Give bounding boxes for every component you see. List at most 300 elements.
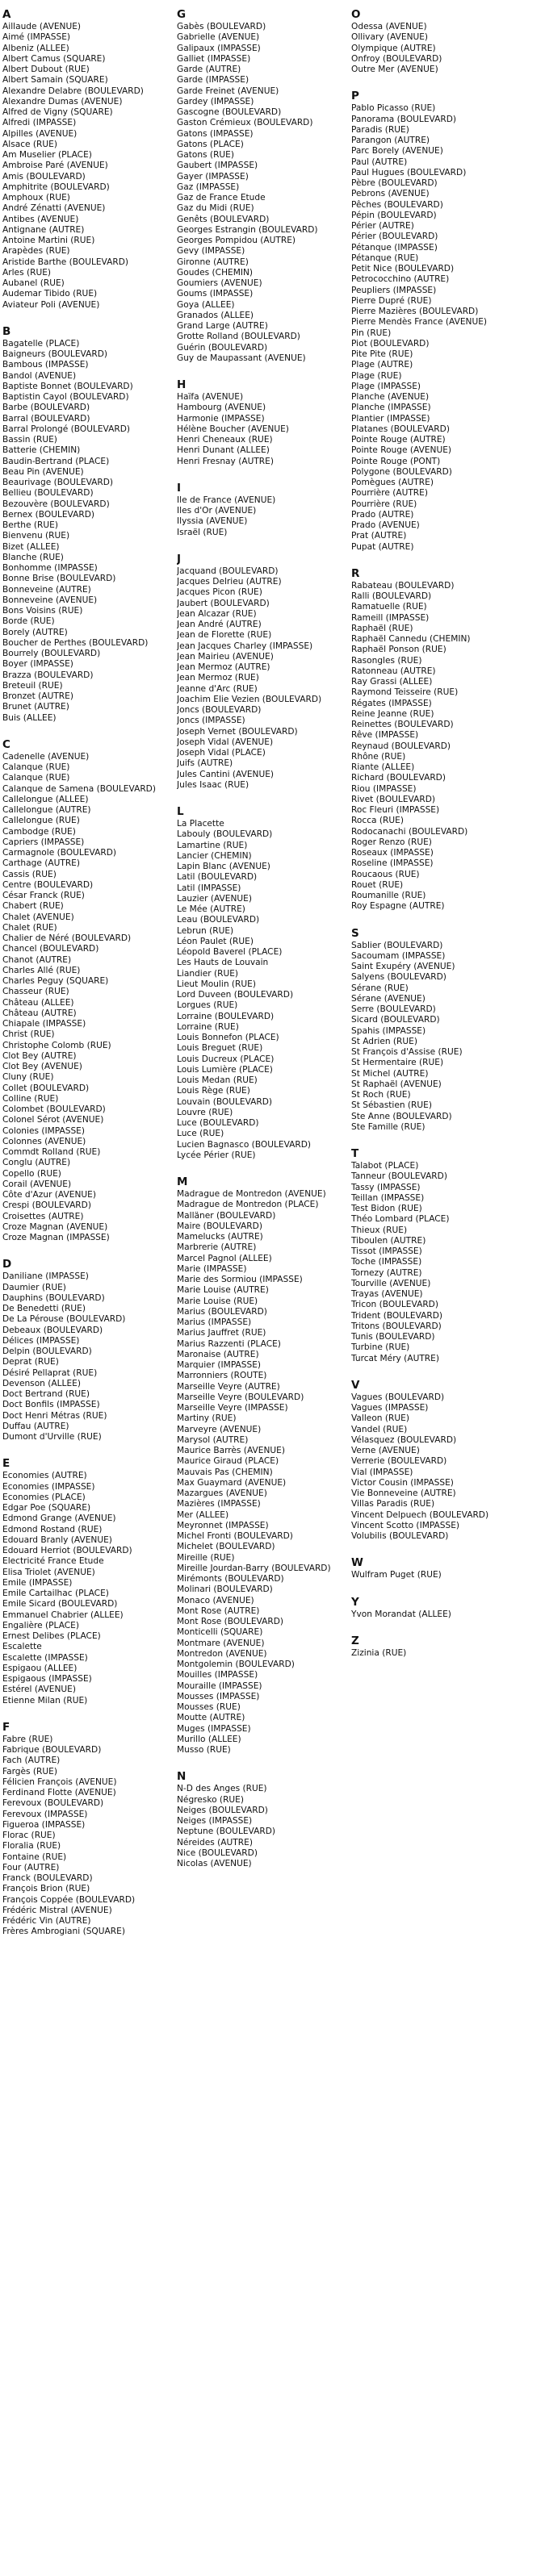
street-name: Muges (IMPASSE) [177, 1723, 251, 1734]
street-list-y [351, 1609, 545, 1620]
street-name: Teillan (IMPASSE) [351, 1192, 425, 1203]
street-name: Guérin (BOULEVARD) [177, 342, 268, 353]
street-name: Estérel (AVENUE) [2, 1685, 76, 1695]
street-name: Léon Paulet (RUE) [177, 936, 254, 946]
street-name: Beaurivage (BOULEVARD) [2, 478, 114, 487]
street-name: Test Bidon (RUE) [351, 1204, 422, 1213]
street-name: Odessa (AVENUE) [351, 22, 427, 31]
street-name: Jean Mairieu (AVENUE) [177, 651, 274, 662]
street-name: Genêts (BOULEVARD) [177, 214, 270, 224]
street-name: Vandel (RUE) [351, 1424, 408, 1434]
street-name: Engalière (PLACE) [2, 1620, 79, 1630]
street-name: Mer (ALLEE) [177, 1509, 229, 1520]
street-name: Gironne (AUTRE) [177, 257, 249, 267]
street-name: Jules Cantini (AVENUE) [177, 769, 275, 779]
street-name: Edgar Poe (SQUARE) [2, 1503, 91, 1513]
street-name: Breteuil (RUE) [2, 680, 63, 691]
street-name: Copello (RUE) [2, 1168, 61, 1179]
street-name: Aubanel (RUE) [2, 278, 65, 288]
street-name: Mont Rose (BOULEVARD) [177, 1617, 283, 1626]
street-name: Baudin-Bertrand (PLACE) [2, 456, 110, 466]
street-name: Marie Louise (AUTRE) [177, 1285, 269, 1296]
street-name: Albert Dubout (RUE) [2, 65, 90, 74]
street-name: Lorraine (RUE) [177, 1021, 239, 1032]
street-name: Edmond Rostand (RUE) [2, 1524, 103, 1534]
street-name: Cluny (RUE) [2, 1072, 54, 1083]
street-name: Pourrière (AUTRE) [351, 488, 428, 499]
street-name: Chancel (BOULEVARD) [2, 944, 99, 954]
street-name: Colline (RUE) [2, 1093, 59, 1104]
street-name: Spahis (IMPASSE) [351, 1025, 426, 1036]
street-name: Deprat (RUE) [2, 1357, 59, 1367]
street-name: Calanque (RUE) [2, 762, 70, 772]
street-name: Maire (BOULEVARD) [177, 1221, 262, 1231]
index-column-3 [351, 8, 545, 2574]
street-name: Chasseur (RUE) [2, 987, 69, 997]
letter-heading-c: C [2, 737, 10, 751]
letter-heading-v: V [351, 1378, 360, 1392]
street-name: Devenson (ALLEE) [2, 1378, 81, 1388]
street-name: Pourrière (RUE) [351, 499, 417, 509]
street-name: Gaz (IMPASSE) [177, 182, 240, 192]
letter-heading-s: S [351, 926, 359, 940]
street-name: Vélasquez (BOULEVARD) [351, 1434, 457, 1445]
street-name: Lamartine (RUE) [177, 840, 248, 850]
street-name: Montgolemin (BOULEVARD) [177, 1660, 295, 1669]
street-name: Economies (PLACE) [2, 1492, 86, 1502]
street-name: Buis (ALLEE) [2, 712, 57, 723]
street-name: Colonies (IMPASSE) [2, 1125, 85, 1136]
street-name: Joachim Elie Vezien (BOULEVARD) [177, 694, 322, 704]
street-name: Garde Freinet (AVENUE) [177, 86, 279, 96]
index-column-2 [177, 8, 351, 2574]
street-name: Christ (RUE) [2, 1029, 55, 1040]
street-name: Juifs (AUTRE) [177, 758, 233, 769]
street-name: Edouard Branly (AVENUE) [2, 1534, 112, 1545]
street-name: Pebrons (AVENUE) [351, 189, 430, 199]
letter-heading-r: R [351, 566, 360, 580]
street-name: Chalet (RUE) [2, 922, 57, 933]
street-name: Gatons (IMPASSE) [177, 128, 254, 139]
street-name: Barbe (BOULEVARD) [2, 403, 90, 413]
street-name: Croze Magnan (AVENUE) [2, 1221, 108, 1232]
street-name: Amis (BOULEVARD) [2, 171, 86, 182]
street-name: Rasongles (RUE) [351, 655, 422, 666]
street-name: Bourrely (BOULEVARD) [2, 649, 101, 658]
street-name: Haïfa (AVENUE) [177, 392, 244, 402]
street-name: Joseph Vidal (PLACE) [177, 748, 266, 758]
street-list-h [177, 392, 351, 467]
street-name: Charles Allé (RUE) [2, 965, 81, 975]
street-name: Gabrielle (AVENUE) [177, 32, 260, 43]
street-name: Louis Bonnefon (PLACE) [177, 1033, 279, 1042]
street-name: Mont Rose (AUTRE) [177, 1605, 260, 1616]
street-name: François Coppée (BOULEVARD) [2, 1894, 136, 1905]
street-name: Neiges (BOULEVARD) [177, 1805, 268, 1815]
street-name: Pupat (AUTRE) [351, 541, 414, 552]
street-name: Délices (IMPASSE) [2, 1335, 80, 1346]
street-name: Aviateur Poli (AVENUE) [2, 299, 100, 310]
street-name: Goumiers (AVENUE) [177, 278, 262, 288]
street-name: Olympique (AUTRE) [351, 43, 436, 53]
street-name: Economies (IMPASSE) [2, 1481, 95, 1492]
street-list-t [351, 1161, 545, 1364]
street-name: St Raphaël (AVENUE) [351, 1079, 442, 1089]
street-name: Onfroy (BOULEVARD) [351, 53, 442, 64]
street-name: Volubilis (BOULEVARD) [351, 1531, 449, 1541]
street-name: Bizet (ALLEE) [2, 541, 60, 552]
street-name: Luce (BOULEVARD) [177, 1118, 259, 1128]
street-name: Callelongue (RUE) [2, 816, 80, 826]
street-name: Trayas (AVENUE) [351, 1289, 423, 1299]
street-name: Goya (ALLEE) [177, 299, 235, 310]
street-name: Luce (RUE) [177, 1129, 224, 1139]
street-name: Sicard (BOULEVARD) [351, 1015, 440, 1025]
street-name: Bambous (IMPASSE) [2, 360, 89, 370]
street-name: Outre Mer (AVENUE) [351, 65, 438, 74]
street-name: Raphaël Ponson (RUE) [351, 645, 446, 655]
street-name: Tritons (BOULEVARD) [351, 1321, 442, 1331]
street-name: St François d'Assise (RUE) [351, 1047, 463, 1057]
street-name: Talabot (PLACE) [351, 1161, 419, 1171]
street-name: Parangon (AUTRE) [351, 136, 430, 145]
street-name: Chalet (AVENUE) [2, 912, 74, 922]
street-name: Doct Henri Métras (RUE) [2, 1410, 107, 1421]
street-name: Ste Anne (BOULEVARD) [351, 1111, 452, 1121]
street-name: Emmanuel Chabrier (ALLEE) [2, 1609, 124, 1620]
street-name: Peupliers (IMPASSE) [351, 285, 437, 295]
street-name: Etienne Milan (RUE) [2, 1695, 88, 1706]
street-name: Clot Bey (AVENUE) [2, 1062, 82, 1071]
street-name: Vial (IMPASSE) [351, 1467, 413, 1477]
street-name: Lycée Périer (RUE) [177, 1150, 256, 1160]
street-name: Hambourg (AVENUE) [177, 403, 266, 413]
street-name: Yvon Morandat (ALLEE) [351, 1609, 451, 1619]
street-list-p [351, 103, 545, 553]
street-name: Liandier (RUE) [177, 968, 239, 979]
street-name: Paul (AUTRE) [351, 157, 408, 167]
street-name: Marquier (IMPASSE) [177, 1360, 262, 1370]
street-name: Albert Samain (SQUARE) [2, 75, 108, 86]
street-list-w [351, 1570, 545, 1580]
street-name: Vincent Delpuech (BOULEVARD) [351, 1509, 489, 1520]
street-name: Economies (AUTRE) [2, 1471, 87, 1481]
street-name: Alexandre Dumas (AVENUE) [2, 96, 123, 106]
street-name: Lorraine (BOULEVARD) [177, 1011, 275, 1021]
street-name: Lord Duveen (BOULEVARD) [177, 990, 294, 1000]
street-name: Henri Cheneaux (RUE) [177, 435, 273, 445]
street-name: Piot (BOULEVARD) [351, 338, 430, 349]
street-name: Pomègues (AUTRE) [351, 478, 434, 487]
street-name: Salyens (BOULEVARD) [351, 972, 446, 983]
street-name: Nicolas (AVENUE) [177, 1859, 252, 1868]
street-name: Périer (BOULEVARD) [351, 232, 438, 242]
street-name: Maurice Barrès (AVENUE) [177, 1446, 285, 1455]
street-name: Vie Bonneveine (AUTRE) [351, 1488, 456, 1498]
street-name: Antibes (AVENUE) [2, 214, 79, 224]
street-name: Marseille Veyre (IMPASSE) [177, 1403, 288, 1413]
street-name: Mauvais Pas (CHEMIN) [177, 1467, 273, 1477]
street-name: Michelet (BOULEVARD) [177, 1542, 275, 1552]
street-name: Labouly (BOULEVARD) [177, 829, 273, 840]
street-name: Aimé (IMPASSE) [2, 32, 71, 43]
letter-heading-d: D [2, 1258, 12, 1271]
street-name: Gabès (BOULEVARD) [177, 22, 266, 31]
street-name: Marbrerie (AUTRE) [177, 1242, 257, 1253]
street-name: Petrococchino (AUTRE) [351, 274, 450, 285]
street-name: Molinari (BOULEVARD) [177, 1584, 273, 1595]
street-name: Albert Camus (SQUARE) [2, 53, 106, 64]
street-name: Château (ALLEE) [2, 997, 74, 1008]
street-name: St Adrien (RUE) [351, 1036, 418, 1046]
street-name: Bernex (BOULEVARD) [2, 509, 95, 520]
street-name: Four (AUTRE) [2, 1862, 60, 1873]
letter-heading-o: O [351, 8, 361, 21]
letter-heading-j: J [177, 552, 182, 566]
street-name: Carthage (AUTRE) [2, 858, 81, 869]
street-name: Brazza (BOULEVARD) [2, 670, 94, 680]
street-name: Chalier de Néré (BOULEVARD) [2, 933, 132, 943]
street-name: Jaubert (BOULEVARD) [177, 598, 270, 608]
street-name: Baigneurs (BOULEVARD) [2, 349, 107, 359]
street-name: Louis Medan (RUE) [177, 1075, 258, 1085]
street-name: Granados (ALLEE) [177, 310, 254, 320]
street-name: Toche (IMPASSE) [351, 1257, 422, 1267]
street-name: Reine Jeanne (RUE) [351, 708, 434, 719]
street-name: St Roch (RUE) [351, 1090, 411, 1100]
street-name: Edouard Herriot (BOULEVARD) [2, 1546, 132, 1555]
street-list-v [351, 1392, 545, 1543]
street-name: Mamelucks (AUTRE) [177, 1232, 263, 1242]
street-list-g [177, 22, 351, 364]
street-name: Edmond Grange (AVENUE) [2, 1513, 116, 1524]
street-list-l [177, 819, 351, 1161]
street-name: Le Mée (AUTRE) [177, 904, 245, 914]
street-name: Joseph Vernet (BOULEVARD) [177, 726, 298, 737]
street-name: Tiboulen (AUTRE) [351, 1235, 426, 1246]
street-name: Gaz de France Etude [177, 193, 266, 202]
street-name: Callelongue (ALLEE) [2, 794, 89, 804]
street-name: Iles d'Or (AVENUE) [177, 506, 257, 516]
street-name: Pablo Picasso (RUE) [351, 103, 436, 114]
street-name: Joseph Vidal (AVENUE) [177, 737, 274, 747]
street-name: Amphitrite (BOULEVARD) [2, 182, 110, 192]
letter-heading-l: L [177, 805, 184, 818]
street-name: Dauphins (BOULEVARD) [2, 1292, 105, 1303]
street-name: Bonhomme (IMPASSE) [2, 563, 98, 573]
street-name: N-D des Anges (RUE) [177, 1784, 267, 1794]
street-name: St Sébastien (RUE) [351, 1100, 432, 1111]
street-name: Carmagnole (BOULEVARD) [2, 848, 116, 858]
street-name: Mirémonts (BOULEVARD) [177, 1574, 284, 1584]
street-name: Corail (AVENUE) [2, 1179, 72, 1189]
street-name: Pêches (BOULEVARD) [351, 199, 443, 210]
street-name: Lancier (CHEMIN) [177, 850, 252, 861]
index-column-1 [2, 8, 177, 2574]
street-name: Saint Exupéry (AVENUE) [351, 962, 455, 971]
street-name: Côte d'Azur (AVENUE) [2, 1190, 96, 1200]
street-name: Colonel Sérot (AVENUE) [2, 1115, 104, 1125]
street-name: Colombet (BOULEVARD) [2, 1104, 106, 1114]
street-name: Bonne Brise (BOULEVARD) [2, 574, 116, 584]
street-name: Duffau (AUTRE) [2, 1421, 69, 1431]
street-name: Prat (AUTRE) [351, 531, 407, 541]
street-name: Arles (RUE) [2, 267, 52, 278]
street-name: Ilyssia (AVENUE) [177, 516, 248, 527]
street-name: Ambroise Paré (AVENUE) [2, 161, 108, 171]
street-name: Henri Fresnay (AUTRE) [177, 456, 274, 466]
street-name: César Franck (RUE) [2, 891, 85, 900]
street-name: Cadenelle (AVENUE) [2, 751, 90, 762]
street-name: Marseille Veyre (AUTRE) [177, 1381, 280, 1392]
street-list-m [177, 1189, 351, 1756]
street-name: Garde (IMPASSE) [177, 75, 249, 86]
street-name: Louis Lumière (PLACE) [177, 1064, 273, 1075]
street-list-j [177, 566, 351, 791]
street-name: Vagues (IMPASSE) [351, 1403, 429, 1413]
street-name: Crespi (BOULEVARD) [2, 1200, 91, 1211]
street-name: Valleon (RUE) [351, 1413, 409, 1424]
street-name: Escalette [2, 1642, 42, 1652]
street-name: Victor Cousin (IMPASSE) [351, 1477, 454, 1488]
street-name: Lebrun (RUE) [177, 925, 234, 936]
street-name: Raphaël (RUE) [351, 623, 413, 633]
street-name: Bronzet (AUTRE) [2, 691, 73, 701]
street-name: Bassin (RUE) [2, 435, 57, 445]
street-name: Plage (RUE) [351, 370, 402, 381]
street-name: Jean de Florette (RUE) [177, 630, 272, 641]
street-name: Théo Lombard (PLACE) [351, 1214, 450, 1225]
street-list-s [351, 941, 545, 1134]
street-name: Maurice Giraud (PLACE) [177, 1456, 279, 1467]
street-name: Borde (RUE) [2, 616, 55, 627]
street-name: Colonnes (AVENUE) [2, 1136, 86, 1146]
street-name: Pin (RUE) [351, 328, 392, 338]
street-name: Calanque de Samena (BOULEVARD) [2, 783, 156, 794]
street-name: Louvain (BOULEVARD) [177, 1096, 273, 1107]
street-name: Gaubert (IMPASSE) [177, 161, 258, 171]
street-name: Fabre (RUE) [2, 1734, 53, 1744]
street-name: Figueroa (IMPASSE) [2, 1819, 86, 1830]
street-name: Garde (AUTRE) [177, 65, 241, 74]
street-name: Joncs (BOULEVARD) [177, 705, 262, 715]
street-name: Chanot (AUTRE) [2, 954, 72, 965]
street-name: Ferevoux (BOULEVARD) [2, 1798, 104, 1809]
street-name: Guy de Maupassant (AVENUE) [177, 353, 306, 363]
street-name: Dumont d'Urville (RUE) [2, 1432, 102, 1442]
street-name: Blanche (RUE) [2, 552, 64, 562]
street-name: Raphaël Cannedu (CHEMIN) [351, 634, 471, 644]
street-list-n [177, 1784, 351, 1869]
street-name: Franck (BOULEVARD) [2, 1873, 93, 1883]
street-name: Sérane (AVENUE) [351, 993, 426, 1004]
street-name: Néreides (AUTRE) [177, 1837, 253, 1847]
street-name: Tornezy (AUTRE) [351, 1267, 422, 1278]
street-name: Aristide Barthe (BOULEVARD) [2, 257, 129, 267]
street-name: Alfredi (IMPASSE) [2, 118, 77, 128]
street-name: Cassis (RUE) [2, 869, 57, 879]
street-name: Marysol (AUTRE) [177, 1434, 249, 1445]
street-name: Centre (BOULEVARD) [2, 879, 94, 890]
street-name: Marcel Pagnol (ALLEE) [177, 1253, 272, 1263]
street-name: Louis Ducreux (PLACE) [177, 1054, 275, 1064]
street-name: Gardey (IMPASSE) [177, 96, 254, 106]
street-name: Polygone (BOULEVARD) [351, 466, 452, 477]
street-name: Ralli (BOULEVARD) [351, 591, 432, 601]
street-name: Zizinia (RUE) [351, 1647, 407, 1658]
street-name: Espigaou (ALLEE) [2, 1663, 78, 1673]
street-name: Léopold Baverel (PLACE) [177, 947, 283, 957]
street-name: Alexandre Delabre (BOULEVARD) [2, 86, 144, 96]
street-name: Mazargues (AVENUE) [177, 1488, 267, 1498]
street-name: Grotte Rolland (BOULEVARD) [177, 332, 300, 342]
street-name: Baptiste Bonnet (BOULEVARD) [2, 381, 133, 391]
street-name: Plage (IMPASSE) [351, 381, 421, 391]
street-name: Marius (IMPASSE) [177, 1317, 252, 1327]
street-name: Marveyre (AVENUE) [177, 1424, 262, 1434]
street-name: Plantier (IMPASSE) [351, 413, 430, 424]
street-name: Georges Pompidou (AUTRE) [177, 236, 296, 245]
street-list-b [2, 339, 177, 724]
street-name: Galipaux (IMPASSE) [177, 43, 261, 53]
street-name: Florac (RUE) [2, 1831, 56, 1840]
street-name: De Benedetti (RUE) [2, 1304, 86, 1313]
street-index [2, 8, 545, 2574]
letter-heading-e: E [2, 1457, 10, 1471]
street-name: Bezouvère (BOULEVARD) [2, 499, 110, 509]
street-name: Bagatelle (PLACE) [2, 338, 80, 349]
street-list-o [351, 22, 545, 75]
street-name: Israël (RUE) [177, 527, 228, 537]
street-name: Paul Hugues (BOULEVARD) [351, 167, 467, 177]
letter-heading-n: N [177, 1770, 187, 1784]
street-name: Audemar Tibido (RUE) [2, 289, 98, 299]
street-name: François Brion (RUE) [2, 1884, 90, 1894]
street-name: Marius (BOULEVARD) [177, 1306, 267, 1317]
street-name: Floralia (RUE) [2, 1841, 61, 1852]
street-name: Rouet (RUE) [351, 879, 404, 890]
street-name: Régates (IMPASSE) [351, 698, 432, 708]
street-name: Marseille Veyre (BOULEVARD) [177, 1392, 304, 1402]
street-list-c [2, 752, 177, 1244]
street-name: Fach (AUTRE) [2, 1756, 61, 1766]
street-name: Monaco (AVENUE) [177, 1595, 254, 1605]
street-name: Mireille Jourdan-Barry (BOULEVARD) [177, 1563, 331, 1573]
street-name: Bonneveine (AVENUE) [2, 595, 98, 605]
street-name: Gayer (IMPASSE) [177, 171, 249, 182]
street-name: Reynaud (BOULEVARD) [351, 741, 451, 751]
street-name: Mousses (IMPASSE) [177, 1691, 260, 1701]
street-name: Pétanque (IMPASSE) [351, 242, 438, 253]
street-name: Amphoux (RUE) [2, 193, 70, 202]
street-name: Debeaux (BOULEVARD) [2, 1325, 103, 1335]
street-name: Gatons (RUE) [177, 150, 235, 160]
street-name: Madrague de Montredon (AVENUE) [177, 1189, 326, 1199]
street-name: Berthe (RUE) [2, 520, 58, 530]
street-name: Tunis (BOULEVARD) [351, 1332, 435, 1342]
street-name: Jeanne d'Arc (RUE) [177, 683, 258, 694]
street-name: Alfred de Vigny (SQUARE) [2, 107, 113, 117]
street-name: Vagues (BOULEVARD) [351, 1392, 445, 1402]
street-name: Pèbre (BOULEVARD) [351, 178, 438, 188]
street-name: Roumanille (RUE) [351, 891, 426, 900]
street-name: Gatons (PLACE) [177, 139, 244, 149]
street-name: Gevy (IMPASSE) [177, 246, 245, 257]
street-name: Bienvenu (RUE) [2, 531, 70, 541]
street-name: Roseline (IMPASSE) [351, 858, 434, 869]
street-name: Chiapale (IMPASSE) [2, 1019, 86, 1029]
street-name: Louvre (RUE) [177, 1107, 233, 1117]
